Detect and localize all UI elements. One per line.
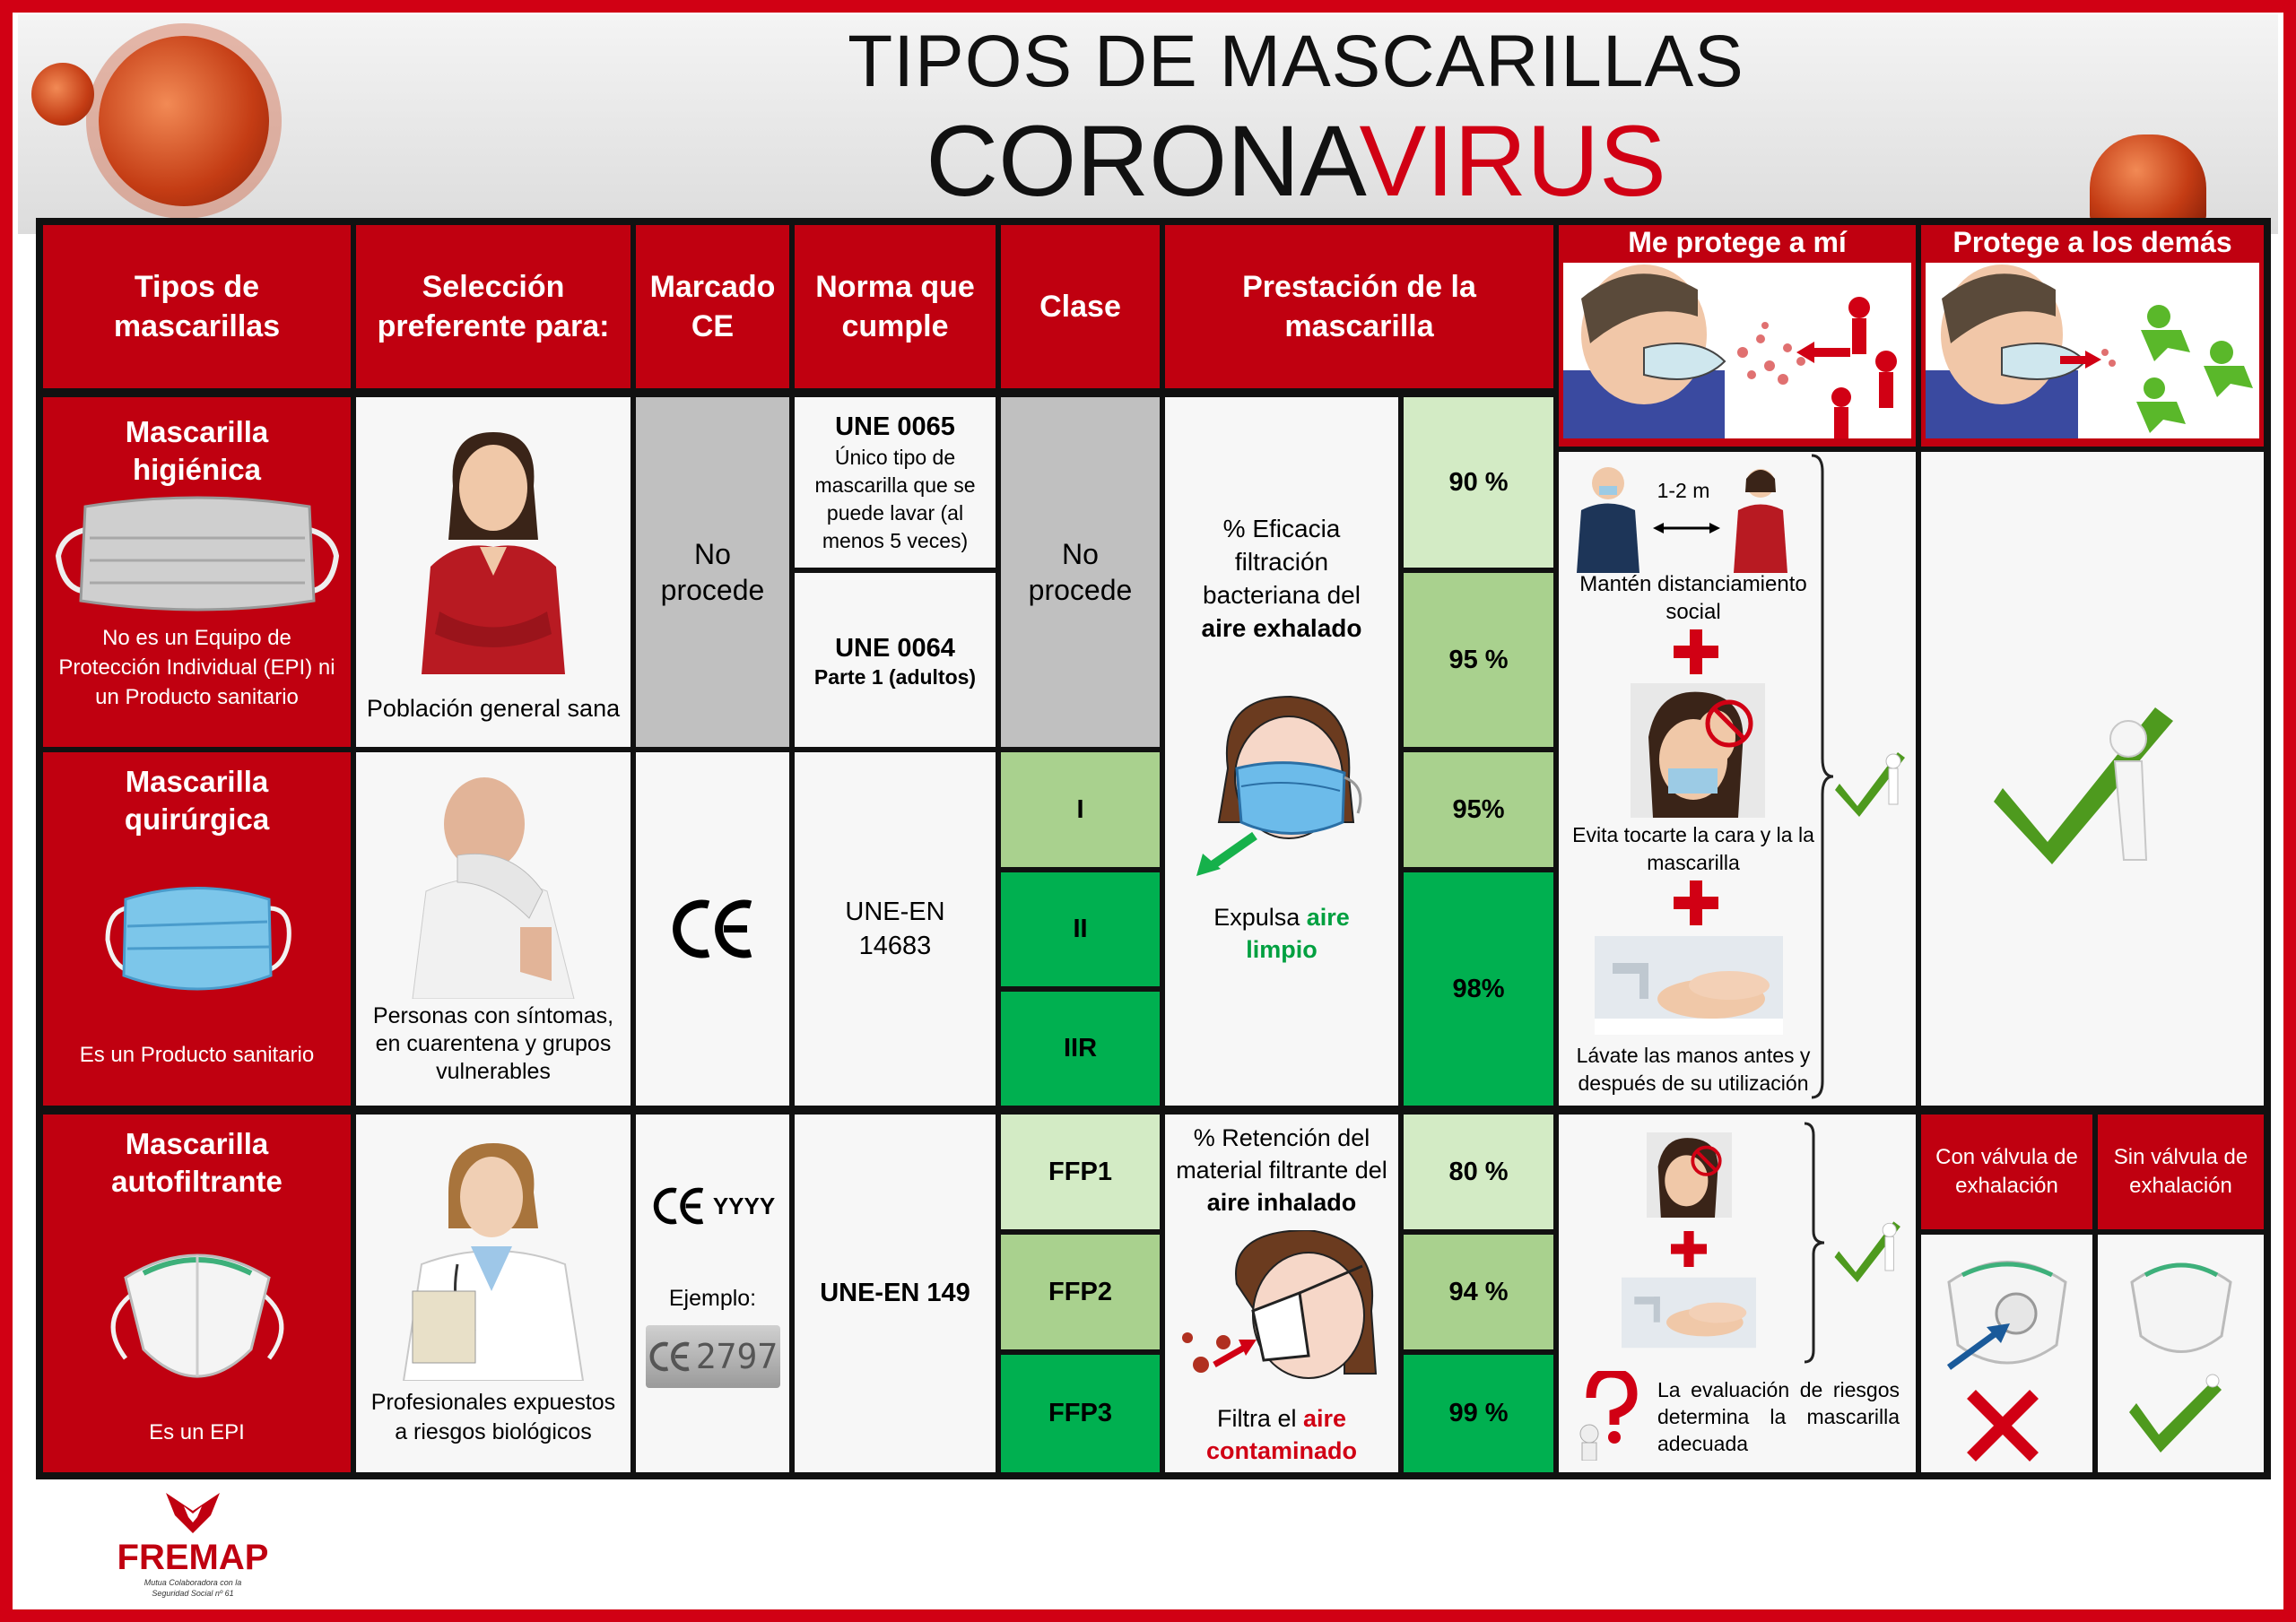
sin-valvula-cell (2098, 1235, 2264, 1472)
seleccion-higienica: Población general sana (356, 397, 631, 747)
tip-evaluacion: La evaluación de riesgos determina la mascarilla adecuada (1657, 1378, 1900, 1455)
seleccion-autofiltrante: Profesionales expuestos a riesgos biológicos (356, 1115, 631, 1472)
seleccion-quirurgica: Personas con síntomas, en cuarentena y grupos vulnerables (356, 752, 631, 1106)
protege-demas-check (1921, 452, 2264, 1106)
surgical-mask-icon (99, 877, 296, 1002)
pct-higienica-une0064: 95 % (1404, 573, 1553, 747)
mask-protects-me-illustration (1563, 263, 1911, 438)
pct-quirurgica-ii-iir: 98% (1404, 872, 1553, 1106)
coronavirus-image-small (31, 63, 94, 126)
type-autofiltrante: Mascarilla autofiltrante Es un EPI (43, 1115, 351, 1472)
tip-manos: Lávate las manos antes y después de su utilización (1576, 1044, 1811, 1095)
marcado-quirurgica (636, 752, 789, 1106)
woman-exhaling-illustration (1192, 688, 1371, 885)
checkmark-figure-icon (1994, 690, 2191, 869)
norma-une-0065: UNE 0065 Único tipo de mascarilla que se puede lavar (al menos 5 veces) (795, 397, 996, 568)
hand-washing-photo (1595, 936, 1783, 1035)
doctor-woman-photo (386, 1139, 601, 1381)
fremap-logo: FREMAP Mutua Colaboradora con la Seguridad Social nº 61 (108, 1488, 278, 1599)
checkmark-figure-icon (1835, 743, 1911, 820)
distance-label: 1-2 m (1657, 479, 1710, 502)
header-protege-demas: Protege a los demás (1921, 225, 2264, 447)
pct-higienica-une0065: 90 % (1404, 397, 1553, 568)
header-tipos: Tipos de mascarillas (43, 225, 351, 388)
norma-une-0064: UNE 0064 Parte 1 (adultos) (795, 573, 996, 747)
question-figure-icon (1573, 1371, 1643, 1461)
pct-ffp3: 99 % (1404, 1355, 1553, 1472)
poster-title: TIPOS DE MASCARILLAS (848, 21, 1744, 102)
header-me-protege: Me protege a mí (1559, 225, 1916, 447)
coronavirus-image-right (2090, 134, 2206, 224)
header-clase: Clase (1001, 225, 1160, 388)
ce-2797-example: 2797 (646, 1325, 780, 1388)
type-higienica: Mascarilla higiénica No es un Equipo de Protección Individual (EPI) ni un Producto sanitario (43, 397, 351, 747)
clase-higienica: No procede (1001, 397, 1160, 747)
valve-mask-cross-icon (1931, 1246, 2083, 1462)
red-cross-icon (1674, 880, 1718, 925)
clase-ffp3: FFP3 (1001, 1355, 1160, 1472)
marcado-higienica: No procede (636, 397, 789, 747)
hand-washing-photo (1622, 1276, 1756, 1349)
tip-cara: Evita tocarte la cara y la la mascarilla (1572, 823, 1814, 874)
coronavirus-image-left (99, 36, 269, 206)
consejos-autofiltrante (1559, 1115, 1916, 1472)
con-valvula-cell (1921, 1235, 2092, 1472)
clase-ffp1: FFP1 (1001, 1115, 1160, 1229)
clase-ffp2: FFP2 (1001, 1235, 1160, 1349)
clase-i: I (1001, 752, 1160, 867)
marcado-autofiltrante: YYYY Ejemplo: 2797 (636, 1115, 789, 1472)
pct-ffp1: 80 % (1404, 1115, 1553, 1229)
norma-une-en-149: UNE-EN 149 (795, 1115, 996, 1472)
clase-ii: II (1001, 872, 1160, 986)
fremap-logo-icon (161, 1488, 224, 1538)
type-quirurgica: Mascarilla quirúrgica Es un Producto sanitario (43, 752, 351, 1106)
ce-yyyy-mark: YYYY (650, 1186, 775, 1226)
bracket-icon (1803, 1122, 1826, 1364)
con-valvula-header: Con válvula de exhalación (1921, 1115, 2092, 1229)
woman-inhaling-illustration (1174, 1230, 1389, 1392)
ce-mark-icon (650, 1186, 708, 1226)
ce-mark-icon (668, 898, 758, 960)
no-touch-face-photo (1647, 1132, 1732, 1218)
red-cross-icon (1674, 629, 1718, 674)
clase-iir: IIR (1001, 992, 1160, 1106)
norma-une-en-14683: UNE-EN 14683 (795, 752, 996, 1106)
red-cross-icon (1671, 1231, 1707, 1267)
sin-valvula-header: Sin válvula de exhalación (2098, 1115, 2264, 1229)
eficacia-filtracion: % Eficacia filtración bacteriana del aire exhalado Expulsa aire limpio (1165, 397, 1398, 1106)
pct-ffp2: 94 % (1404, 1235, 1553, 1349)
tip-distancia: Mantén distanciamiento social (1579, 572, 1807, 624)
header-marcado: Marcado CE (636, 225, 789, 388)
checkmark-figure-icon (1832, 1213, 1909, 1285)
coughing-man-photo (395, 775, 592, 999)
healthy-woman-photo (404, 432, 583, 674)
mask-comparison-table (36, 218, 2271, 1479)
pct-quirurgica-i: 95% (1404, 752, 1553, 867)
ffp-mask-icon (90, 1224, 305, 1394)
mask-protects-others-illustration (1926, 263, 2259, 438)
header-norma: Norma que cumple (795, 225, 996, 388)
poster-subtitle: CORONAVIRUS (926, 105, 1666, 217)
no-valve-mask-check-icon (2109, 1246, 2253, 1462)
header-seleccion: Selección preferente para: (356, 225, 631, 388)
retencion-filtrante: % Retención del material filtrante del aire inhalado Filtra el aire contaminado (1165, 1115, 1398, 1472)
no-touch-face-photo (1631, 683, 1765, 818)
hygienic-mask-icon (54, 489, 341, 623)
consejos-basicos (1559, 452, 1916, 1106)
header-prestacion: Prestación de la mascarilla (1165, 225, 1553, 388)
bracket-icon (1810, 454, 1837, 1099)
